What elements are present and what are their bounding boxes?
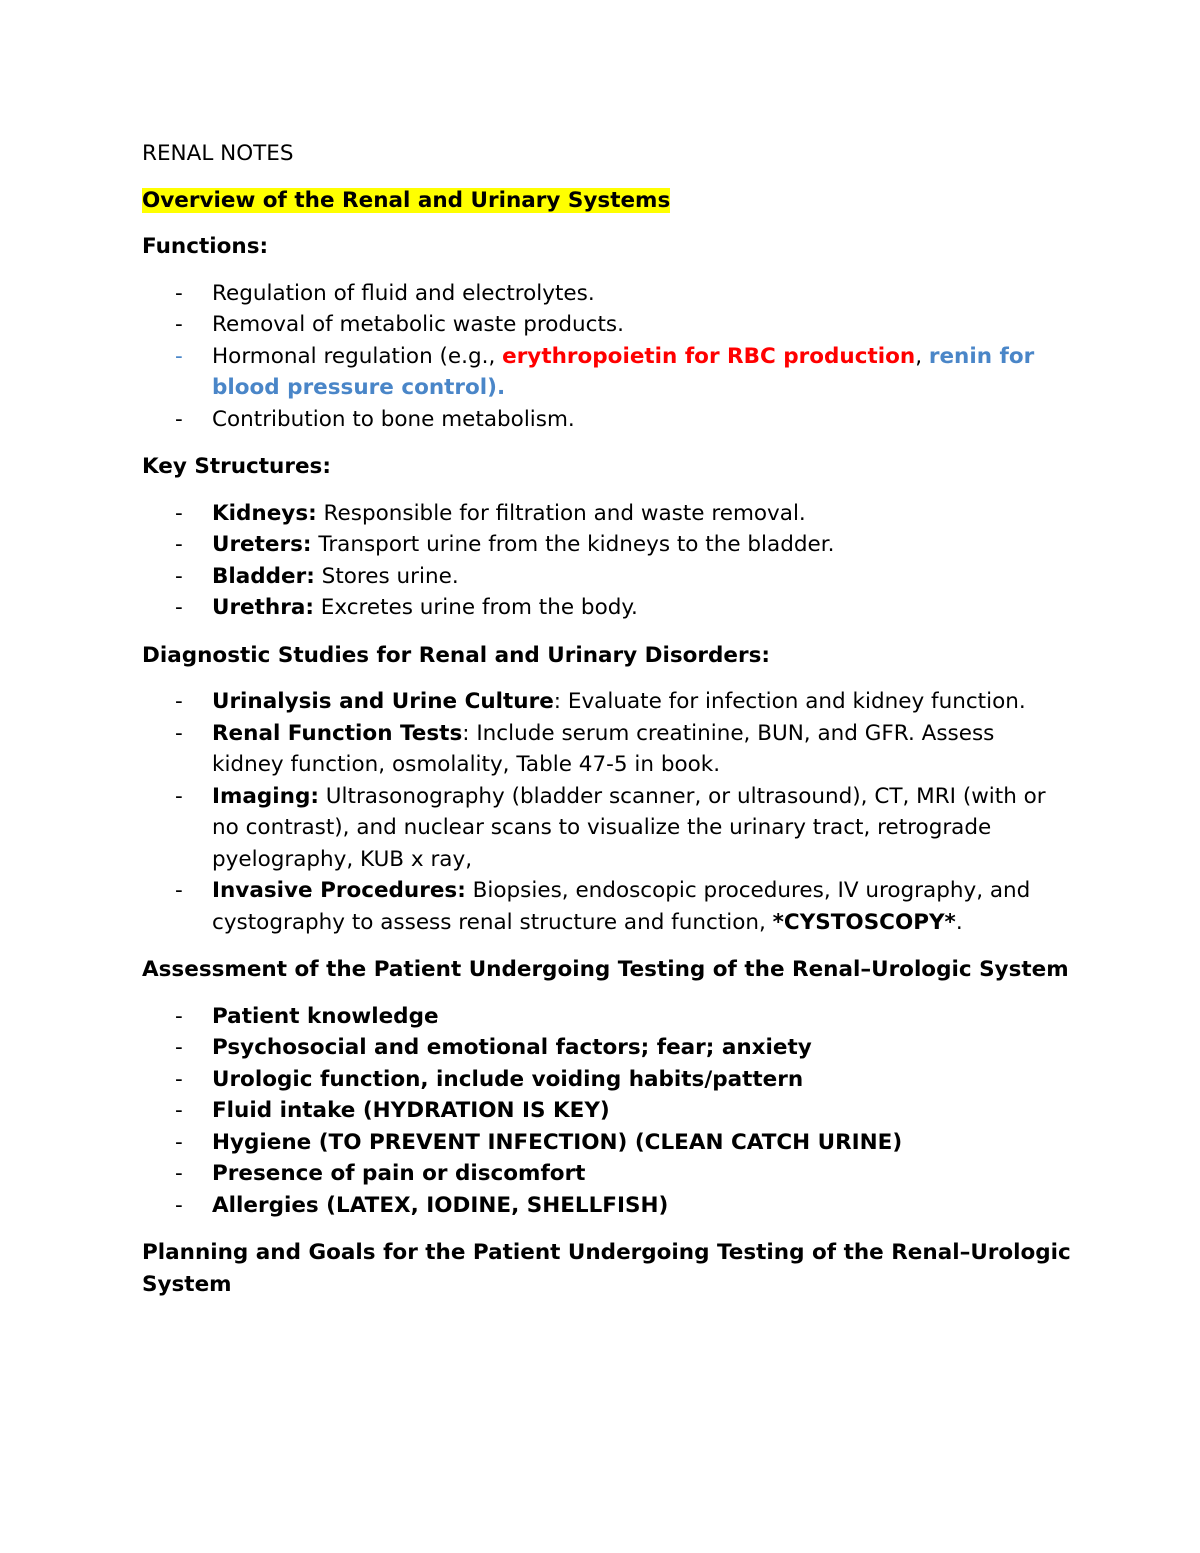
overview-heading-text: Overview of the Renal and Urinary Systems bbox=[142, 187, 671, 213]
list-item-term: Urinalysis and Urine Culture bbox=[212, 689, 554, 714]
list-item-text: Contribution to bone metabolism. bbox=[212, 406, 575, 432]
list-item-text: Biopsies, endoscopic procedures, IV urography, and cystography to assess renal structure and function, bbox=[212, 878, 1031, 935]
list-item bbox=[142, 1190, 1072, 1222]
list-item-text: Ultrasonography (bladder scanner, or ultrasound), CT, MRI (with or no contrast), and nuclear scans to visualize the urinary tract, retrograde pyelography, KUB x ray, bbox=[212, 783, 1046, 872]
dash-bullet: - bbox=[175, 783, 183, 809]
dash-bullet: - bbox=[175, 720, 183, 746]
dash-bullet: - bbox=[175, 532, 183, 557]
dash-bullet: - bbox=[175, 1161, 183, 1186]
erythropoietin-text: erythropoietin for RBC production bbox=[502, 343, 916, 369]
dash-bullet: - bbox=[175, 1003, 183, 1029]
planning-heading: Planning and Goals for the Patient Undergoing Testing of the Renal–Urologic System bbox=[142, 1240, 1071, 1297]
list-item bbox=[142, 341, 1072, 404]
list-item-term: Renal Function Tests bbox=[212, 720, 463, 746]
list-item-text: Allergies (LATEX, IODINE, SHELLFISH) bbox=[212, 1192, 669, 1218]
list-item-text: Urologic function, include voiding habits/pattern bbox=[212, 1066, 804, 1092]
list-item bbox=[142, 686, 1072, 718]
dash-bullet: - bbox=[175, 1129, 183, 1155]
list-item-text: Presence of pain or discomfort bbox=[212, 1161, 586, 1186]
dash-bullet: - bbox=[175, 406, 183, 432]
functions-heading: Functions: bbox=[142, 234, 269, 259]
dash-bullet: - bbox=[175, 563, 183, 589]
dash-bullet: - bbox=[175, 595, 183, 620]
document-title: RENAL NOTES bbox=[142, 141, 294, 166]
functions-list bbox=[142, 278, 1072, 436]
list-item-text: Psychosocial and emotional factors; fear; anxiety bbox=[212, 1035, 812, 1060]
dash-bullet: - bbox=[175, 312, 183, 337]
list-item-text: Hygiene (TO PREVENT INFECTION) (CLEAN CATCH URINE) bbox=[212, 1129, 903, 1155]
dash-bullet: - bbox=[175, 1192, 183, 1218]
assessment-list bbox=[142, 1001, 1072, 1222]
dash-bullet: - bbox=[175, 689, 183, 714]
list-item bbox=[142, 1032, 1072, 1064]
list-item bbox=[142, 498, 1072, 530]
list-item-term: Invasive Procedures: bbox=[212, 878, 466, 903]
list-item-term: Imaging: bbox=[212, 783, 319, 809]
cystoscopy-text: *CYSTOSCOPY* bbox=[772, 909, 956, 935]
dash-bullet: - bbox=[175, 1098, 183, 1123]
list-item-text: Patient knowledge bbox=[212, 1003, 439, 1029]
renin-text: renin for blood pressure control). bbox=[212, 343, 1035, 400]
list-item-text: : Include serum creatinine, BUN, and GFR. Assess kidney function, osmolality, Table 47-5 in book. bbox=[212, 720, 995, 777]
key-structures-list bbox=[142, 498, 1072, 624]
list-item-text: Removal of metabolic waste products. bbox=[212, 312, 624, 337]
diagnostics-heading: Diagnostic Studies for Renal and Urinary Disorders: bbox=[142, 642, 770, 668]
list-item-text: Hormonal regulation (e.g., bbox=[212, 343, 503, 369]
list-item bbox=[142, 781, 1072, 876]
list-item bbox=[142, 1127, 1072, 1159]
dash-bullet: - bbox=[175, 1066, 183, 1092]
list-item bbox=[142, 718, 1072, 781]
list-item bbox=[142, 404, 1072, 436]
list-item-text: Responsible for filtration and waste removal. bbox=[316, 500, 806, 526]
dash-bullet: - bbox=[175, 878, 183, 903]
dash-bullet: - bbox=[175, 500, 183, 526]
list-item bbox=[142, 1095, 1072, 1127]
list-item-text: Excretes urine from the body. bbox=[313, 595, 638, 620]
list-item bbox=[142, 875, 1072, 938]
list-item-term: Kidneys: bbox=[212, 500, 317, 526]
list-item-term: Ureters: bbox=[212, 532, 312, 557]
key-structures-heading: Key Structures: bbox=[142, 454, 331, 479]
list-item bbox=[142, 1064, 1072, 1096]
assessment-heading: Assessment of the Patient Undergoing Testing of the Renal–Urologic System bbox=[142, 957, 1069, 982]
list-item-term: Bladder: bbox=[212, 563, 315, 589]
list-item-comma: , bbox=[915, 343, 923, 369]
list-item-text: Stores urine. bbox=[314, 563, 459, 589]
list-item-text: Transport urine from the kidneys to the bladder. bbox=[311, 532, 835, 557]
document-body bbox=[142, 138, 1072, 1315]
dash-bullet: - bbox=[175, 343, 183, 369]
list-item bbox=[142, 529, 1072, 561]
list-item bbox=[142, 278, 1072, 310]
list-item-term: Urethra: bbox=[212, 595, 314, 620]
list-item bbox=[142, 592, 1072, 624]
list-item-tail: . bbox=[955, 909, 963, 935]
list-item bbox=[142, 309, 1072, 341]
dash-bullet: - bbox=[175, 280, 183, 306]
list-item-text: : Evaluate for infection and kidney function. bbox=[553, 689, 1026, 714]
list-item bbox=[142, 561, 1072, 593]
list-item bbox=[142, 1158, 1072, 1190]
list-item bbox=[142, 1001, 1072, 1033]
list-item-text: Regulation of fluid and electrolytes. bbox=[212, 280, 595, 306]
list-item-text: Fluid intake (HYDRATION IS KEY) bbox=[212, 1098, 610, 1123]
diagnostics-list bbox=[142, 686, 1072, 938]
dash-bullet: - bbox=[175, 1035, 183, 1060]
overview-heading bbox=[142, 185, 1072, 217]
